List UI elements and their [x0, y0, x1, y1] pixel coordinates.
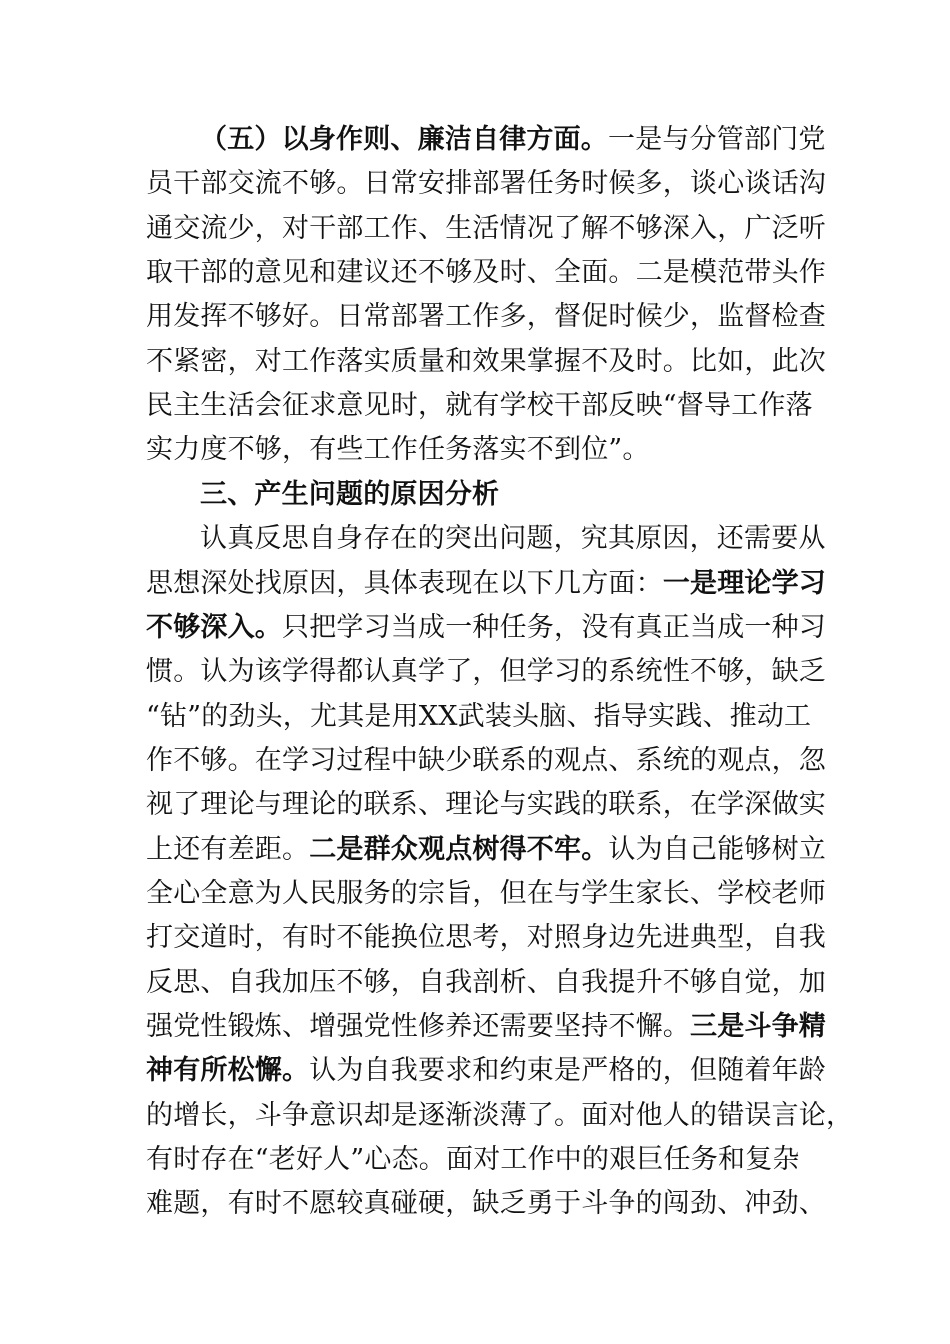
- body-text: 不紧密，对工作落实质量和效果掌握不及时。比如，此次: [146, 345, 826, 377]
- text-line: [146, 428, 806, 472]
- body-text: 民主生活会征求意见时，就有学校干部反映“督导工作落: [146, 390, 813, 422]
- body-text: 有时存在“老好人”心态。面对工作中的艰巨任务和复杂: [146, 1144, 800, 1176]
- body-text: 视了理论与理论的联系、理论与实践的联系，在学深做实: [146, 789, 826, 821]
- text-line: [146, 1005, 826, 1049]
- body-text: 上还有差距。: [146, 833, 310, 865]
- body-text: 惯。认为该学得都认真学了，但学习的系统性不够，缺乏: [146, 656, 826, 688]
- text-line: [146, 606, 826, 650]
- body-text: 强党性锻炼、增强党性修养还需要坚持不懈。: [146, 1011, 690, 1042]
- text-line: [146, 295, 826, 339]
- text-line: [146, 162, 826, 206]
- body-text: 只把学习当成一种任务，没有真正当成一种习: [282, 611, 826, 643]
- text-line: [146, 739, 826, 783]
- body-text: 认为自己能够树立: [608, 833, 827, 865]
- body-text: 通交流少，对干部工作、生活情况了解不够深入，广泛听: [146, 212, 826, 244]
- text-line: [200, 473, 860, 517]
- text-line: [146, 872, 826, 916]
- bold-text: 不够深入。: [146, 611, 282, 643]
- body-text: 实力度不够，有些工作任务落实不到位”。: [146, 434, 650, 466]
- body-text: “钻”的劲头，尤其是用XX武装头脑、指导实践、推动工: [146, 700, 812, 732]
- text-line: [200, 118, 860, 162]
- bold-text: 一是理论学习: [662, 567, 827, 599]
- text-line: [146, 783, 826, 827]
- body-text: 难题，有时不愿较真碰硬，缺乏勇于斗争的闯劲、冲劲、: [146, 1188, 826, 1220]
- text-line: [146, 251, 826, 295]
- body-text: 全心全意为人民服务的宗旨，但在与学生家长、学校老师: [146, 877, 826, 909]
- body-text: 认为自我要求和约束是严格的，但随着年龄: [309, 1055, 827, 1087]
- body-text: 取干部的意见和建议还不够及时、全面。二是模范带头作: [146, 257, 826, 289]
- body-text: 作不够。在学习过程中缺少联系的观点、系统的观点，忽: [146, 744, 826, 776]
- text-line: [146, 1138, 806, 1182]
- bold-text: 神有所松懈。: [146, 1055, 310, 1087]
- body-text: 认真反思自身存在的突出问题，究其原因，还需要从: [200, 523, 826, 555]
- bold-text: 三是斗争精: [690, 1011, 826, 1042]
- text-line: [146, 207, 826, 251]
- body-text: 打交道时，有时不能换位思考，对照身边先进典型，自我: [146, 922, 826, 954]
- text-line: [146, 650, 826, 694]
- text-line: [146, 1094, 854, 1138]
- text-line: [146, 828, 827, 872]
- bold-text: 三、产生问题的原因分析: [200, 478, 500, 510]
- body-text: 反思、自我加压不够，自我剖析、自我提升不够自觉，加: [146, 966, 826, 998]
- text-line: [146, 340, 826, 384]
- text-line: [146, 1182, 826, 1226]
- text-line: [146, 1049, 827, 1093]
- body-text: 的增长，斗争意识却是逐渐淡薄了。面对他人的错误言论，: [146, 1099, 854, 1131]
- body-text: 一是与分管部门党: [608, 124, 826, 155]
- text-line: [146, 916, 826, 960]
- text-line: [146, 695, 812, 739]
- text-line: [146, 384, 813, 428]
- text-line: [146, 961, 826, 1005]
- body-text: 思想深处找原因，具体表现在以下几方面：: [146, 567, 663, 599]
- bold-text: （五）以身作则、廉洁自律方面。: [200, 124, 608, 155]
- body-text: 用发挥不够好。日常部署工作多，督促时候少，监督检查: [146, 301, 826, 333]
- text-line: [200, 517, 860, 561]
- body-text: 员干部交流不够。日常安排部署任务时候多，谈心谈话沟: [146, 168, 826, 200]
- text-line: [146, 562, 827, 606]
- bold-text: 二是群众观点树得不牢。: [309, 833, 609, 865]
